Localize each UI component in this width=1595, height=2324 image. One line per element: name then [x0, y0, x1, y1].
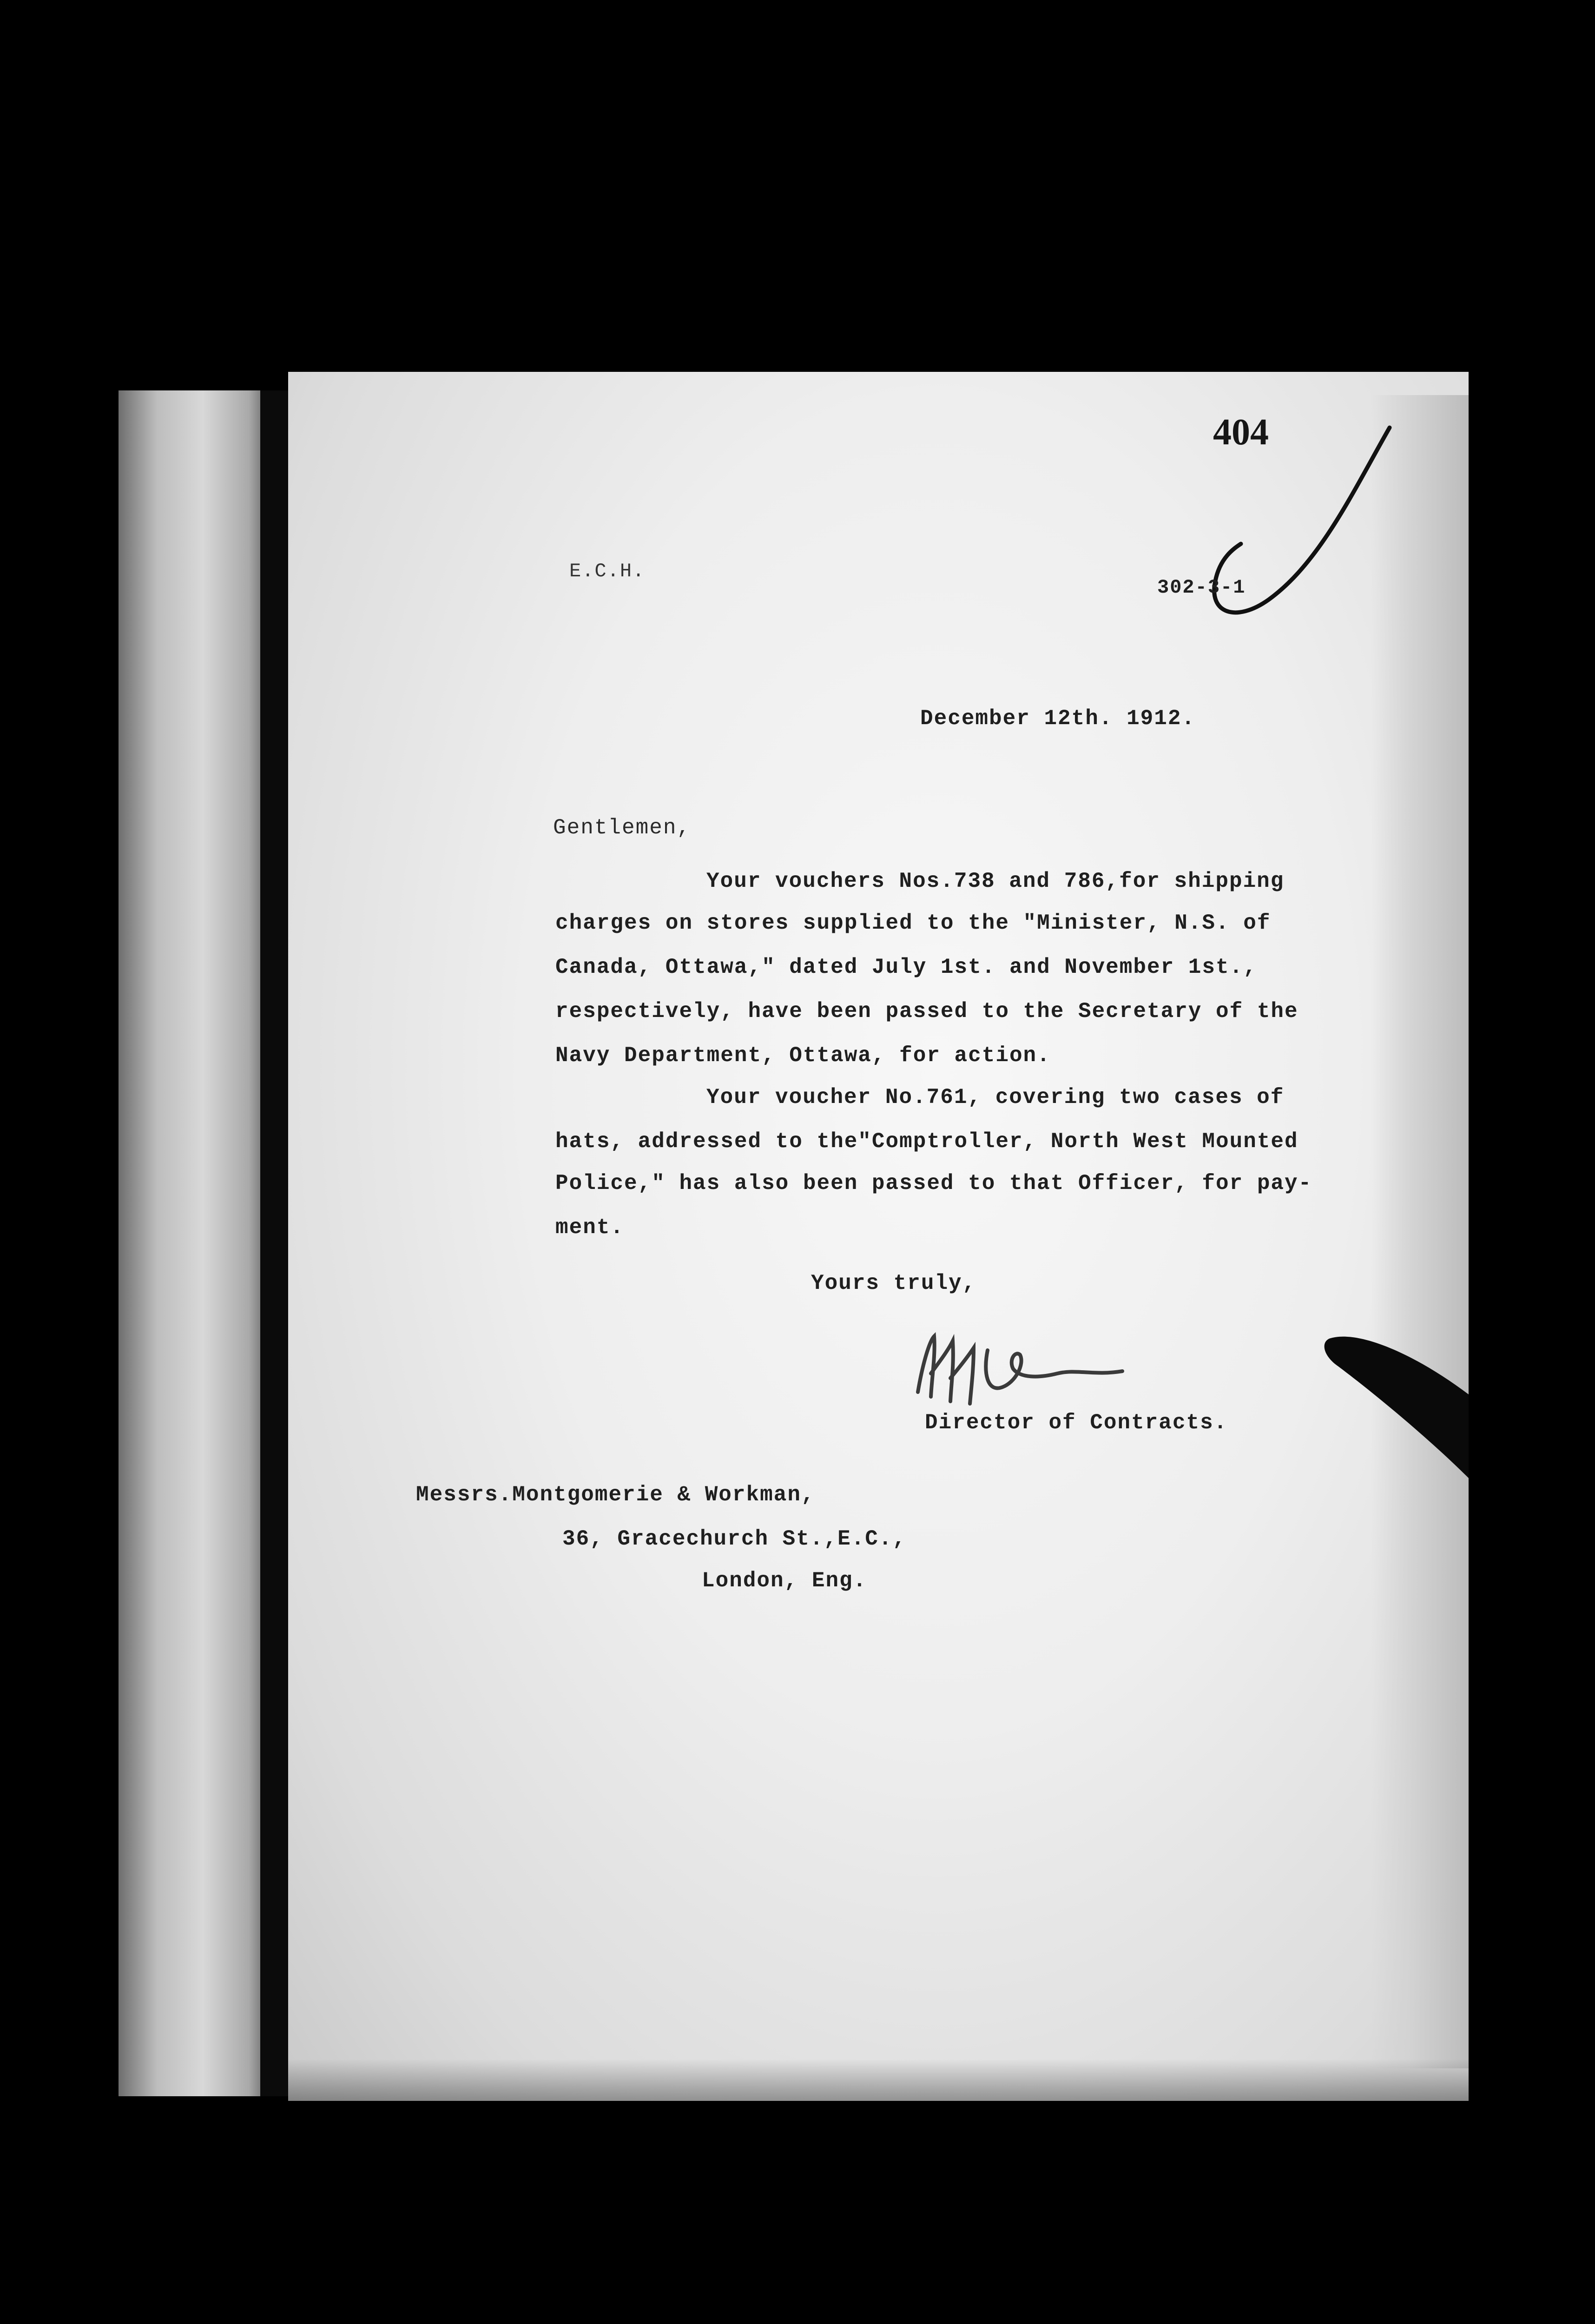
address-line: London, Eng.	[702, 1569, 867, 1593]
binding-edge	[260, 390, 288, 2096]
body-line: charges on stores supplied to the "Minister, N.S. of	[555, 911, 1271, 935]
pencil-pointer	[1320, 1325, 1469, 1478]
body-line: Canada, Ottawa," dated July 1st. and November 1st.,	[555, 955, 1257, 979]
file-reference: 302-3-1	[1157, 576, 1246, 599]
typist-initials: E.C.H.	[569, 560, 646, 582]
body-line: Your voucher No.761, covering two cases of	[706, 1085, 1285, 1109]
salutation: Gentlemen,	[553, 816, 691, 840]
body-line: respectively, have been passed to the Secretary of the	[555, 999, 1298, 1023]
body-line: Navy Department, Ottawa, for action.	[555, 1043, 1051, 1068]
body-line: Police," has also been passed to that Officer, for pay-	[555, 1171, 1312, 1195]
address-line: 36, Gracechurch St.,E.C.,	[562, 1527, 907, 1551]
page-number: 404	[1213, 412, 1269, 453]
body-line: hats, addressed to the"Comptroller, North West Mounted	[555, 1129, 1298, 1154]
handwritten-signature	[909, 1322, 1132, 1415]
body-line: ment.	[555, 1215, 625, 1240]
signer-title: Director of Contracts.	[925, 1411, 1228, 1435]
closing: Yours truly,	[811, 1271, 976, 1295]
address-line: Messrs.Montgomerie & Workman,	[416, 1483, 815, 1507]
page-bottom-shadow	[288, 2059, 1469, 2101]
handwritten-loop-mark	[1153, 409, 1413, 669]
binding-strip	[119, 390, 272, 2096]
letter-date: December 12th. 1912.	[920, 706, 1196, 731]
body-line: Your vouchers Nos.738 and 786,for shipping	[706, 869, 1285, 893]
